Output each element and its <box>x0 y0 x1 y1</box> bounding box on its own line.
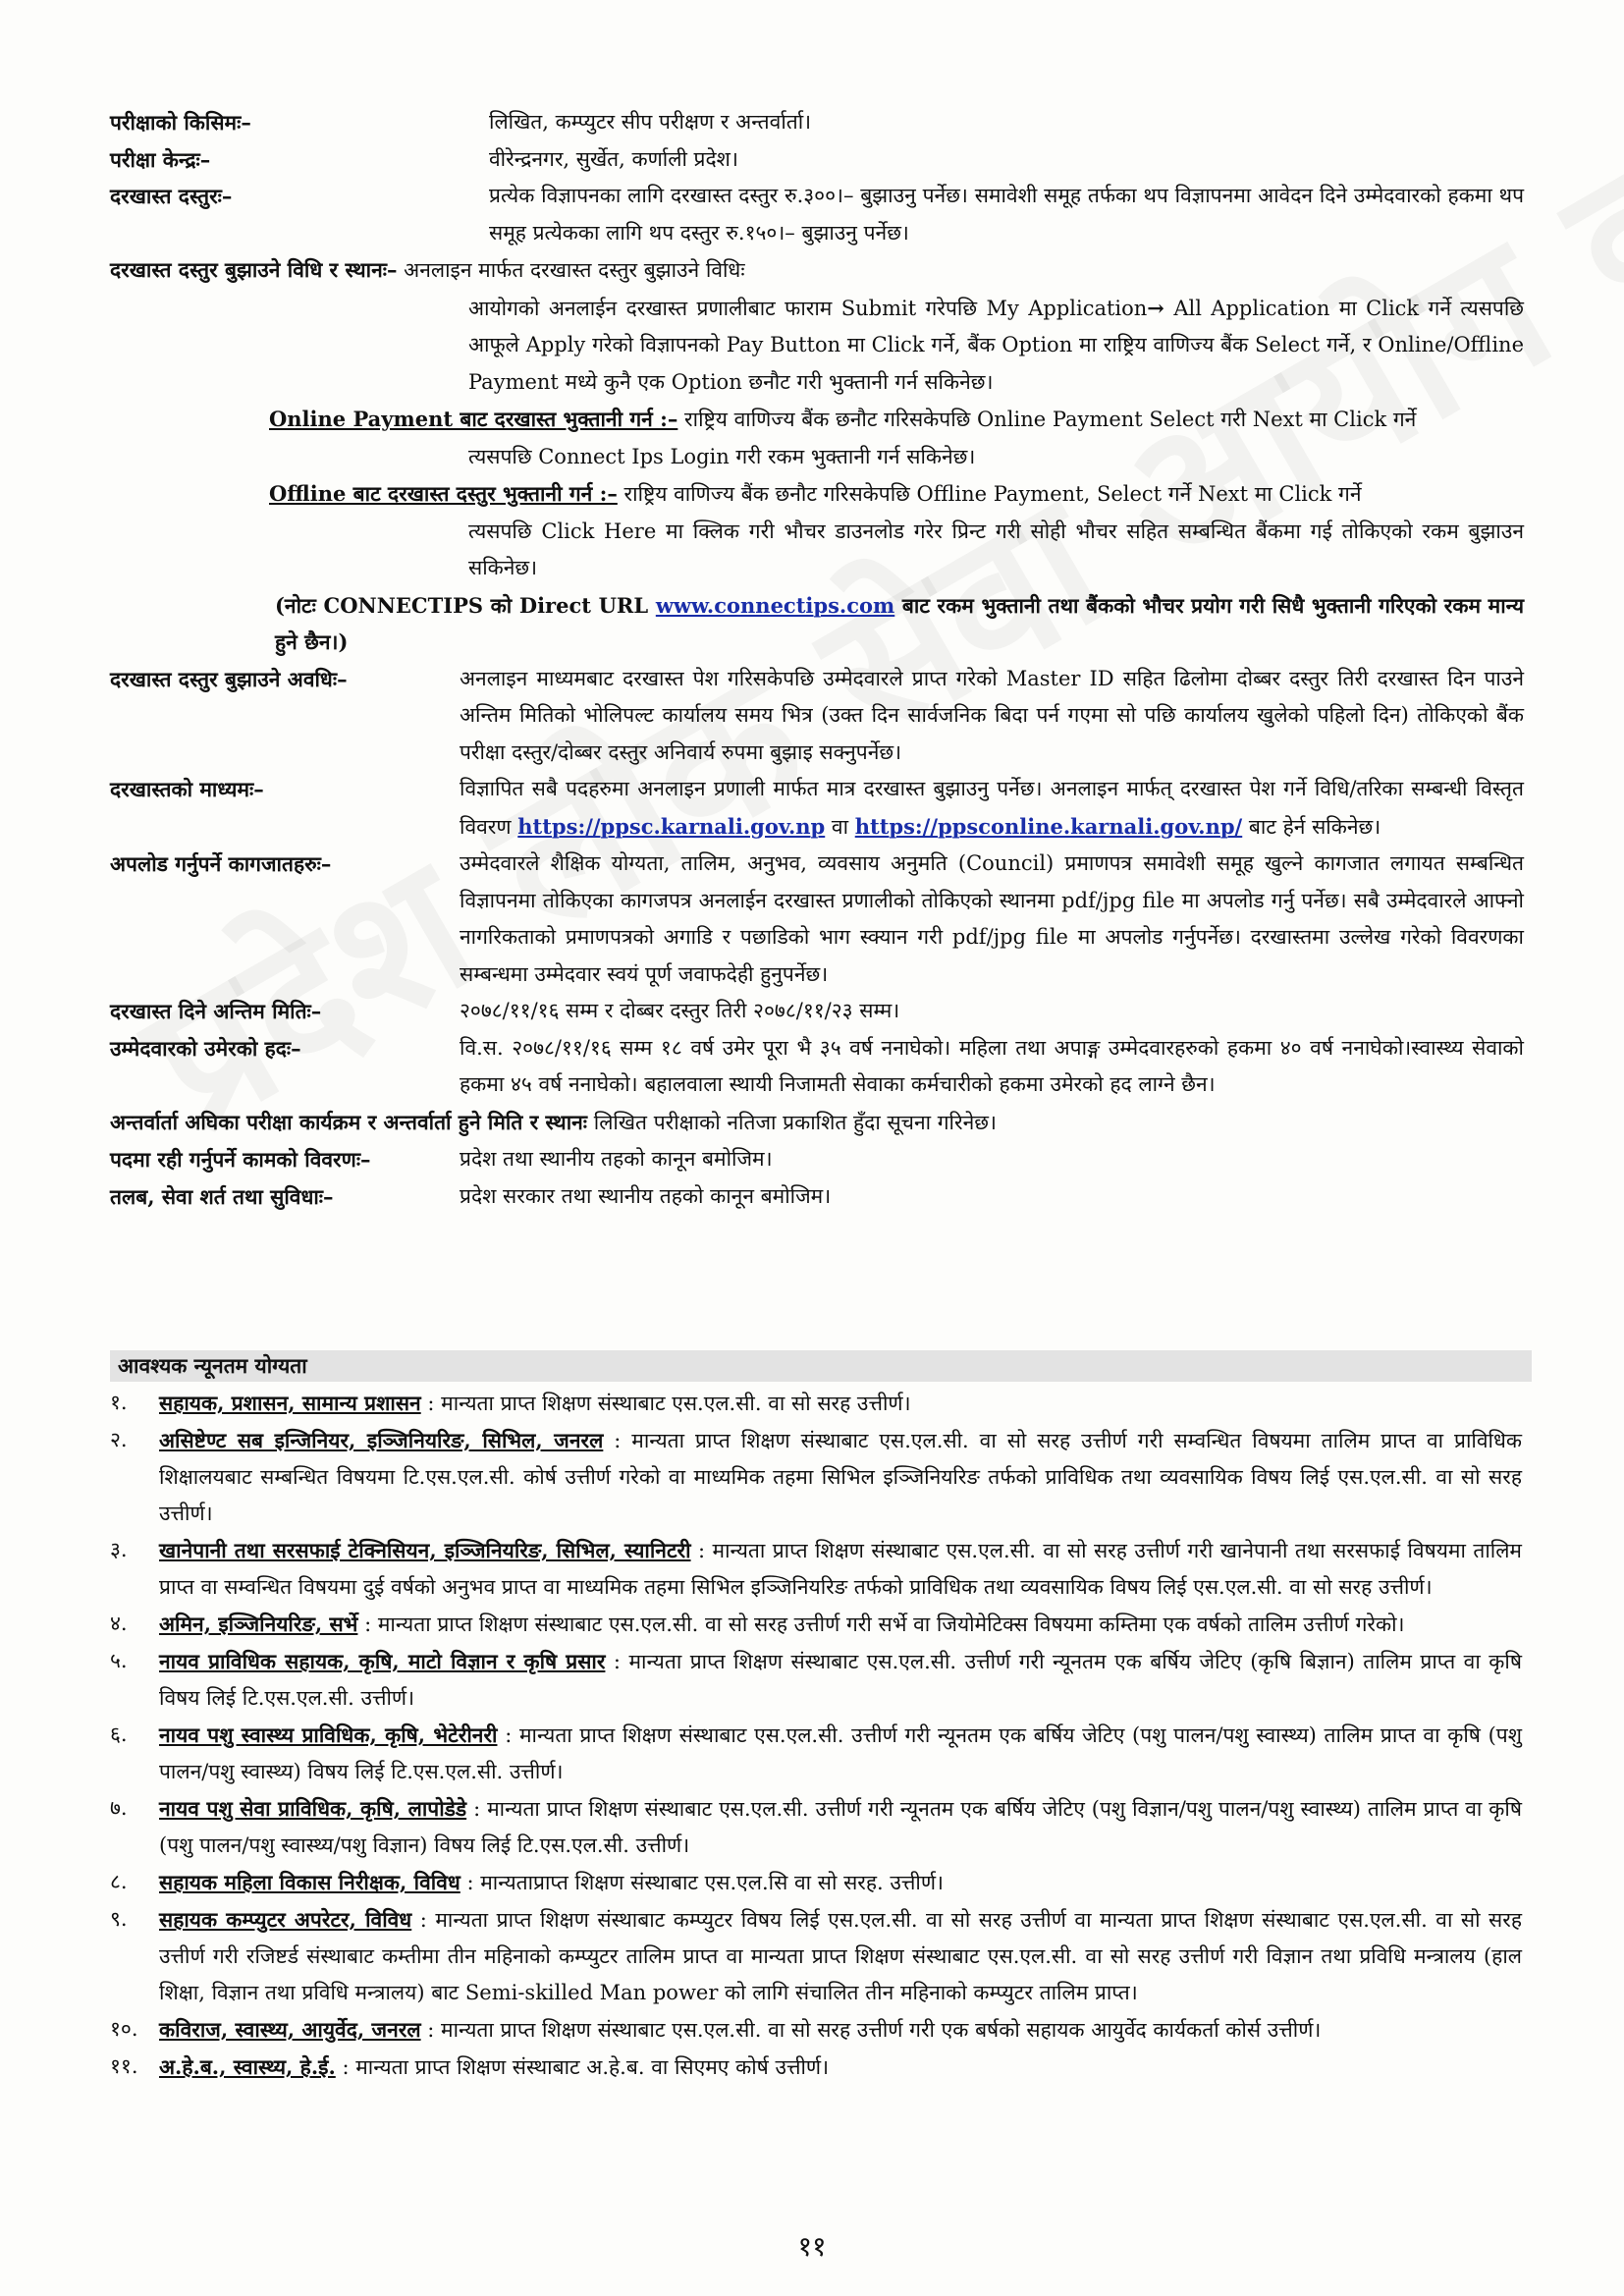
medium-text: विज्ञापित सबै पदहरुमा अनलाइन प्रणाली मार्फत मात्र दरखास्त बुझाउनु पर्नेछ। अनलाइन मार्फत् दरखास्त पेश गर्ने विधि/तरिका सम्बन्धी विस्तृत विवरण <box>460 777 1524 839</box>
qualification-description: : मान्यता प्राप्त शिक्षण संस्थाबाट एस.एल.सी. उत्तीर्ण गरी न्यूनतम एक बर्षिय जेटिए (पशु पालन/पशु स्वास्थ्य) तालिम प्राप्त वा कृषि (पशु पालन/पशु स्वास्थ्य) विषय लिई टि.एस.एल.सी. उत्तीर्ण। <box>159 1723 1522 1783</box>
qualification-number: ८. <box>110 1870 128 1893</box>
field-duties <box>110 1141 1524 1178</box>
qualification-item <box>110 1606 1532 1643</box>
qualification-title: सहायक, प्रशासन, सामान्य प्रशासन <box>159 1391 421 1415</box>
qualification-description: : मान्यता प्राप्त शिक्षण संस्थाबाट अ.हे.ब. वा सिएमए कोर्ष उत्तीर्ण। <box>342 2055 830 2079</box>
fee-method-body-1: आयोगको अनलाईन दरखास्त प्रणालीबाट फाराम Submit गरेपछि My Application <box>468 296 1148 320</box>
qualification-item <box>110 1532 1532 1606</box>
qualification-text <box>159 1422 1532 1532</box>
qualification-title: नायव प्राविधिक सहायक, कृषि, माटो विज्ञान र कृषि प्रसार <box>159 1649 606 1673</box>
qualification-text <box>159 1901 1532 2011</box>
field-medium <box>110 771 1524 846</box>
medium-or: वा <box>831 814 849 839</box>
field-label: अपलोड गर्नुपर्ने कागजातहरुः– <box>110 851 332 876</box>
qualification-item <box>110 1643 1532 1717</box>
qualification-item <box>110 1385 1532 1422</box>
field-label: उम्मेदवारको उमेरको हदः– <box>110 1035 301 1061</box>
qualification-description: : मान्यता प्राप्त शिक्षण संस्थाबाट एस.एल.सी. वा सो सरह उत्तीर्ण गरी एक बर्षको सहायक आयुर्वेद कार्यकर्ता कोर्स उत्तीर्ण। <box>427 2018 1322 2042</box>
qualification-description: : मान्यताप्राप्त शिक्षण संस्थाबाट एस.एल.सि वा सो सरह. उत्तीर्ण। <box>466 1871 944 1894</box>
qualification-number: ९. <box>110 1907 128 1931</box>
qualification-text <box>159 1790 1532 1864</box>
field-label: दरखास्त दिने अन्तिम मितिः– <box>110 999 322 1023</box>
offline-payment-text: राष्ट्रिय वाणिज्य बैंक छनौट गरिसकेपछि Offline Payment, Select गर्ने Next मा Click गर्ने <box>623 482 1362 506</box>
field-value <box>460 771 1524 846</box>
field-label: पदमा रही गर्नुपर्ने कामको विवरणः– <box>110 1147 371 1172</box>
qualification-item <box>110 2049 1532 2086</box>
offline-payment-text-2: त्यसपछि Click Here मा क्लिक गरी भौचर डाउनलोड गरेर प्रिन्ट गरी सोही भौचर सहित सम्बन्धित बैंकमा गई तोकिएको रकम बुझाउन सकिनेछ। <box>468 519 1524 579</box>
qualification-number: ६. <box>110 1722 128 1746</box>
qualification-item <box>110 2011 1532 2049</box>
online-payment-heading: Online Payment बाट दरखास्त भुक्तानी गर्न :– <box>269 407 678 431</box>
page-number: ११ <box>797 2230 827 2263</box>
qualifications-heading: आवश्यक न्यूनतम योग्यता <box>110 1350 1532 1382</box>
qualification-text <box>159 1643 1532 1717</box>
field-fee <box>110 178 1524 251</box>
field-value: वि.स. २०७८/११/१६ सम्म १८ वर्ष उमेर पूरा भै ३५ वर्ष ननाघेको। महिला तथा अपाङ्ग उम्मेदवारहरुको हकमा ४० वर्ष ननाघेको।स्वास्थ्य सेवाको हकमा ४५ वर्ष ननाघेको। बहालवाला स्थायी निजामती सेवाका कर्मचारीको हकमा उमेरको हद लाग्ने छैन। <box>460 1035 1524 1096</box>
field-documents <box>110 846 1524 993</box>
field-label: दरखास्त दस्तुर बुझाउने विधि र स्थानः– <box>110 257 398 282</box>
qualification-text <box>159 1532 1532 1606</box>
field-label: अन्तर्वार्ता अघिका परीक्षा कार्यक्रम र अन्तर्वार्ता हुने मिति र स्थानः <box>110 1109 588 1134</box>
field-value: लिखित परीक्षाको नतिजा प्रकाशित हुँदा सूचना गरिनेछ। <box>593 1110 997 1134</box>
medium-suffix: बाट हेर्न सकिनेछ। <box>1248 814 1381 839</box>
qualification-title: कविराज, स्वास्थ्य, आयुर्वेद, जनरल <box>159 2017 421 2042</box>
note-prefix: (नोटः CONNECTIPS को Direct URL <box>275 592 649 618</box>
qualification-item <box>110 1901 1532 2011</box>
ppsc-link[interactable]: https://ppsc.karnali.gov.np <box>517 813 826 839</box>
fee-method-intro: अनलाइन मार्फत दरखास्त दस्तुर बुझाउने विधिः <box>404 258 745 282</box>
qualification-number: ७. <box>110 1796 128 1820</box>
qualification-title: अ.हे.ब., स्वास्थ्य, हे.ई. <box>159 2054 336 2079</box>
qualification-text <box>159 2011 1532 2049</box>
field-value: लिखित, कम्प्युटर सीप परीक्षण र अन्तर्वार्ता। <box>489 110 812 134</box>
qualification-title: नायव पशु सेवा प्राविधिक, कृषि, लापोडेडे <box>159 1796 467 1821</box>
qualification-title: अमिन, इञ्जिनियरिङ, सर्भे <box>159 1612 358 1636</box>
online-payment-text: राष्ट्रिय वाणिज्य बैंक छनौट गरिसकेपछि Online Payment Select गरी Next मा Click गर्ने <box>684 408 1417 431</box>
qualification-item <box>110 1422 1532 1532</box>
connectips-link[interactable]: www.connectips.com <box>655 592 895 618</box>
qualification-title: सहायक महिला विकास निरीक्षक, विविध <box>159 1870 460 1894</box>
qualification-description: : मान्यता प्राप्त शिक्षण संस्थाबाट एस.एल.सी. वा सो सरह उत्तीर्ण गरी सम्वन्धित विषयमा तालिम प्राप्त वा प्राविधिक शिक्षालयबाट सम्बन्धित विषयमा टि.एस.एल.सी. कोर्ष उत्तीर्ण गरेको वा माध्यमिक तहमा सिभिल इञ्जिनियरिङ तर्फको प्राविधिक तथा व्यवसायिक विषय लिई एस.एल.सी. वा सो सरह उत्तीर्ण। <box>159 1429 1522 1525</box>
field-fee-period <box>110 661 1524 772</box>
fee-method-body-2: All Application मा Click गर्ने त्यसपछि आफूले Apply गरेको विज्ञापनको Pay Button मा Click गर्ने, बैंक Option मा राष्ट्रिय वाणिज्य बैंक Select गर्ने, र Online/Offline Payment मध्ये कुनै एक Option छनौट गरी भुक्तानी गर्न सकिनेछ। <box>468 296 1524 394</box>
field-interview <box>110 1104 1524 1142</box>
offline-payment-heading: Offline बाट दरखास्त दस्तुर भुक्तानी गर्न :– <box>269 481 618 506</box>
field-value: वीरेन्द्रनगर, सुर्खेत, कर्णाली प्रदेश। <box>489 146 738 171</box>
info-fields <box>110 104 1524 1215</box>
qualification-item <box>110 1717 1532 1790</box>
field-salary <box>110 1178 1524 1216</box>
qualification-title: सहायक कम्प्युटर अपरेटर, विविध <box>159 1907 412 1932</box>
qualification-text <box>159 1385 1532 1422</box>
qualification-number: ३. <box>110 1538 128 1561</box>
field-label: परीक्षाको किसिमः– <box>110 110 251 135</box>
qualification-text <box>159 1864 1532 1901</box>
field-value: प्रदेश सरकार तथा स्थानीय तहको कानून बमोजिम। <box>460 1183 832 1208</box>
qualification-text <box>159 1606 1532 1643</box>
online-payment-text-2: त्यसपछि Connect Ips Login गरी रकम भुक्तानी गर्न सकिनेछ। <box>468 444 976 468</box>
qualification-title: नायव पशु स्वास्थ्य प्राविधिक, कृषि, भेटेरीनरी <box>159 1722 498 1747</box>
note-suffix: बाट रकम भुक्तानी तथा बैंकको भौचर प्रयोग गरी सिधै भुक्तानी गरिएको रकम मान्य हुने छैन।) <box>275 592 1525 654</box>
field-exam-centre <box>110 141 1524 179</box>
field-value: २०७८/११/१६ सम्म र दोब्बर दस्तुर तिरी २०७८/११/२३ सम्म। <box>460 999 900 1022</box>
connectips-note <box>110 587 1524 661</box>
qualification-number: ४. <box>110 1612 128 1635</box>
qualification-text <box>159 2049 1532 2086</box>
qualifications-list <box>110 1385 1532 2086</box>
arrow-right-icon: → <box>1147 295 1164 320</box>
field-label: दरखास्त दस्तुर बुझाउने अवधिः– <box>110 666 348 691</box>
qualification-description: : मान्यता प्राप्त शिक्षण संस्थाबाट एस.एल.सी. वा सो सरह उत्तीर्ण। <box>427 1392 911 1415</box>
qualification-number: ११. <box>110 2054 138 2078</box>
qualification-description: : मान्यता प्राप्त शिक्षण संस्थाबाट कम्प्युटर विषय लिई एस.एल.सी. वा सो सरह उत्तीर्ण वा मान्यता प्राप्त शिक्षण संस्थाबाट एस.एल.सी. वा सो सरह उत्तीर्ण गरी रजिष्टर्ड संस्थाबाट कम्तीमा तीन महिनाको कम्प्युटर तालिम प्राप्त वा मान्यता प्राप्त शिक्षण संस्थाबाट एस.एल.सी. वा सो सरह उत्तीर्ण गरी विज्ञान तथा प्रविधि मन्त्रालय (हाल शिक्षा, विज्ञान तथा प्रविधि मन्त्रालय) बाट Semi-skilled Man power को लागि संचालित तीन महिनाको कम्प्युटर तालिम प्राप्त। <box>159 1908 1522 2004</box>
field-label: परीक्षा केन्द्रः– <box>110 146 211 172</box>
qualification-description: : मान्यता प्राप्त शिक्षण संस्थाबाट एस.एल.सी. उत्तीर्ण गरी न्यूनतम एक बर्षिय जेटिए (पशु विज्ञान/पशु पालन/पशु स्वास्थ्य) तालिम प्राप्त वा कृषि (पशु पालन/पशु स्वास्थ्य/पशु विज्ञान) विषय लिई टि.एस.एल.सी. उत्तीर्ण। <box>159 1797 1522 1857</box>
field-label: दरखास्त दस्तुरः– <box>110 184 233 208</box>
qualification-number: १. <box>110 1391 128 1414</box>
field-value: प्रदेश तथा स्थानीय तहको कानून बमोजिम। <box>460 1147 773 1171</box>
field-exam-type <box>110 104 1524 141</box>
field-value: प्रत्येक विज्ञापनका लागि दरखास्त दस्तुर रु.३००।– बुझाउनु पर्नेछ। समावेशी समूह तर्फका थप विज्ञापनमा आवेदन दिने उम्मेदवारको हकमा थप समूह प्रत्येकका लागि थप दस्तुर रु.१५०।– बुझाउनु पर्नेछ। <box>489 184 1524 245</box>
field-label: तलब, सेवा शर्त तथा सुविधाः– <box>110 1183 334 1209</box>
qualification-number: ५. <box>110 1649 128 1672</box>
field-fee-method <box>110 251 1524 661</box>
qualification-item <box>110 1864 1532 1901</box>
ppsc-online-link[interactable]: https://ppsconline.karnali.gov.np/ <box>854 813 1243 839</box>
field-value: अनलाइन माध्यमबाट दरखास्त पेश गरिसकेपछि उम्मेदवारले प्राप्त गरेको Master ID सहित ढिलोमा दोब्बर दस्तुर तिरी दरखास्त दिन पाउने अन्तिम मितिको भोलिपल्ट कार्यालय समय भित्र (उक्त दिन सार्वजनिक बिदा पर्न गएमा सो पछि कार्यालय खुलेको पहिलो दिन) तोकिएको बैंक परीक्षा दस्तुर/दोब्बर दस्तुर अनिवार्य रुपमा बुझाइ सक्नुपर्नेछ। <box>460 666 1524 764</box>
field-deadline <box>110 993 1524 1030</box>
qualification-item <box>110 1790 1532 1864</box>
field-age <box>110 1030 1524 1104</box>
qualification-text <box>159 1717 1532 1790</box>
field-label: दरखास्तको माध्यमः– <box>110 777 264 801</box>
qualification-title: असिष्टेण्ट सब इन्जिनियर, इञ्जिनियरिङ, सिभिल, जनरल <box>159 1428 604 1452</box>
field-value: उम्मेदवारले शैक्षिक योग्यता, तालिम, अनुभव, व्यवसाय अनुमति (Council) प्रमाणपत्र समावेशी समूह खुल्ने कागजात लगायत सम्बन्धित विज्ञापनमा तोकिएका कागजपत्र अनलाईन दरखास्त प्रणालीको तोकिएको स्थानमा pdf/jpg file मा अपलोड गर्नु पर्नेछ। सबै उम्मेदवारले आफ्नो नागरिकताको प्रमाणपत्रको अगाडि र पछाडिको भाग स्क्यान गरी pdf/jpg file मा अपलोड गर्नुपर्नेछ। दरखास्तमा उल्लेख गरेको विवरणका सम्बन्धमा उम्मेदवार स्वयं पूर्ण जवाफदेही हुनुपर्नेछ। <box>460 851 1524 986</box>
qualification-number: १०. <box>110 2017 138 2041</box>
qualification-number: २. <box>110 1428 128 1451</box>
qualification-description: : मान्यता प्राप्त शिक्षण संस्थाबाट एस.एल.सी. वा सो सरह उत्तीर्ण गरी खानेपानी तथा सरसफाई विषयमा तालिम प्राप्त वा सम्वन्धित विषयमा दुई वर्षको अनुभव प्राप्त वा माध्यमिक तहमा सिभिल इञ्जिनियरिङ तर्फको प्राविधिक तथा व्यवसायिक विषय लिई एस.एल.सी. वा सो सरह उत्तीर्ण। <box>159 1539 1522 1599</box>
qualification-description: : मान्यता प्राप्त शिक्षण संस्थाबाट एस.एल.सी. उत्तीर्ण गरी न्यूनतम एक बर्षिय जेटिए (कृषि बिज्ञान) तालिम प्राप्त वा कृषि विषय लिई टि.एस.एल.सी. उत्तीर्ण। <box>159 1650 1522 1710</box>
qualification-description: : मान्यता प्राप्त शिक्षण संस्थाबाट एस.एल.सी. वा सो सरह उत्तीर्ण गरी सर्भे वा जियोमेटिक्स विषयमा कम्तिमा एक वर्षको तालिम उत्तीर्ण गरेको। <box>364 1613 1405 1636</box>
qualification-title: खानेपानी तथा सरसफाई टेक्निसियन, इञ्जिनियरिङ, सिभिल, स्यानिटरी <box>159 1538 691 1562</box>
